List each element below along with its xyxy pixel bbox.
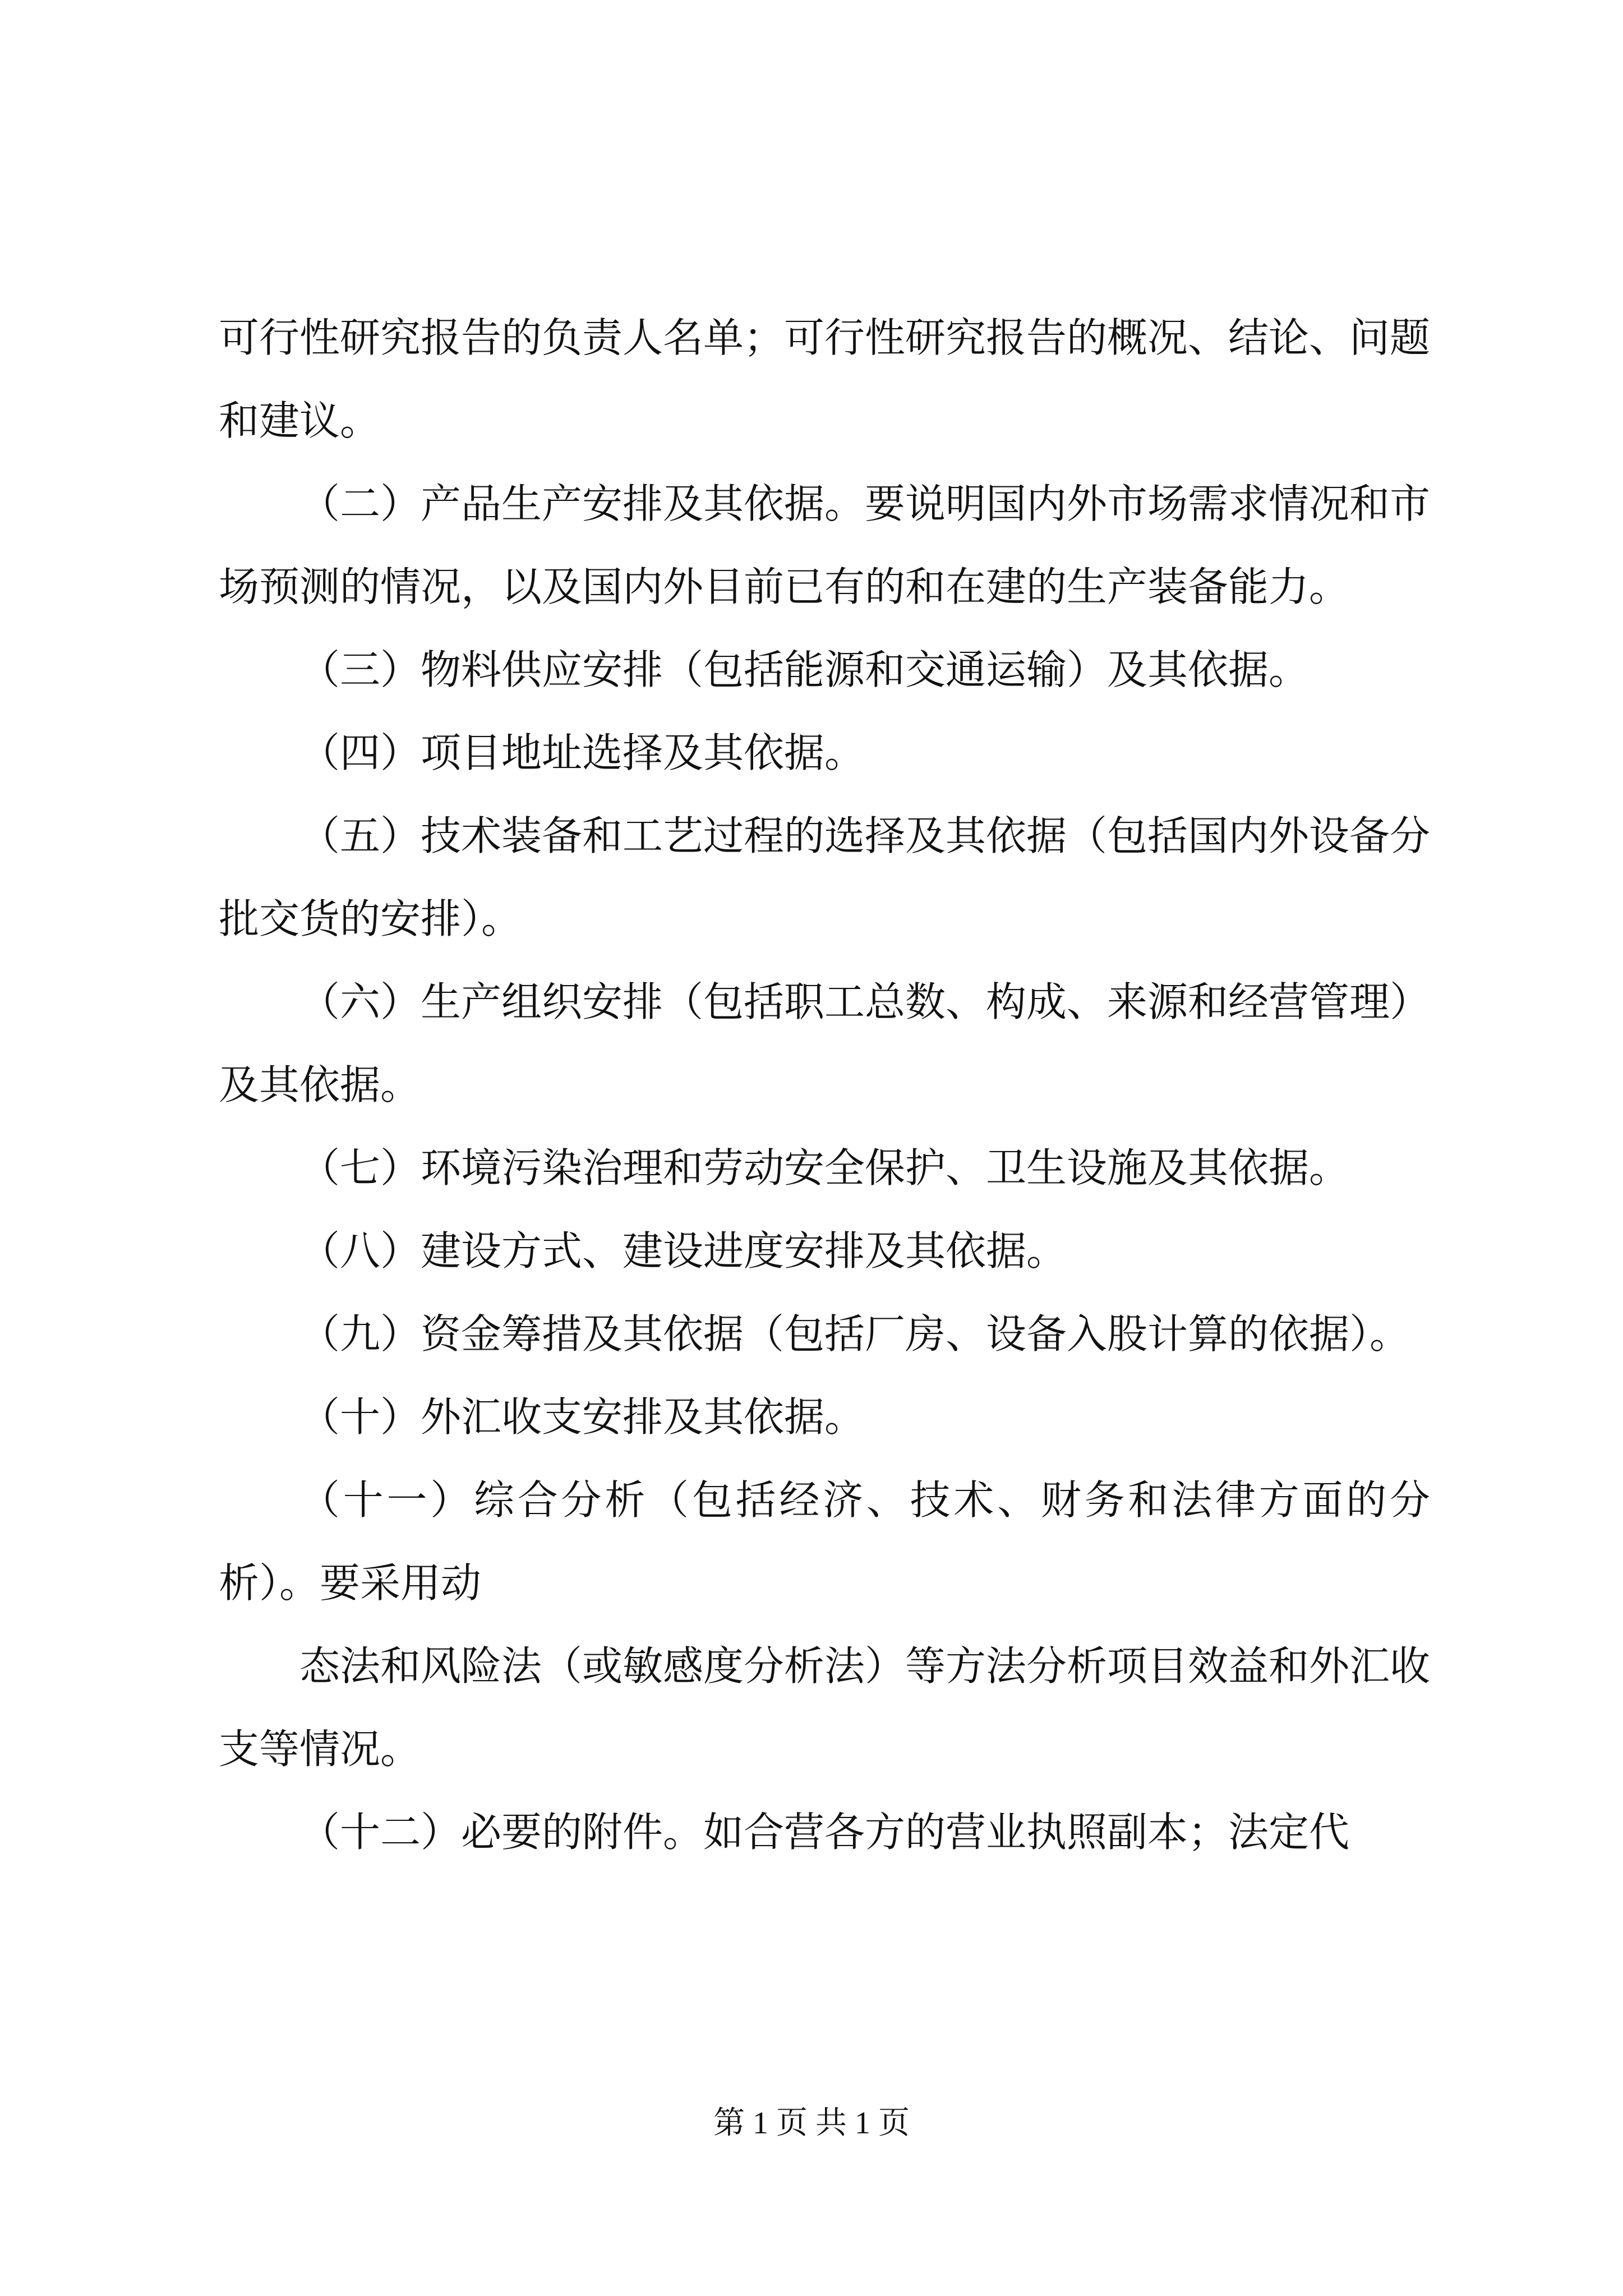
paragraph-item-8-construction: （八）建设方式、建设进度安排及其依据。: [299, 1227, 1067, 1274]
paragraph-item-9-financing: （九）资金筹措及其依据（包括厂房、设备入股计算的依据）。: [299, 1310, 1410, 1358]
paragraph-item-3-materials: （三）物料供应安排（包括能源和交通运输）及其依据。: [299, 646, 1310, 693]
paragraph-item-4-site: （四）项目地址选择及其依据。: [299, 729, 865, 776]
paragraph-item-10-forex: （十）外汇收支安排及其依据。: [299, 1393, 865, 1441]
paragraph-item-6-organization: （六）生产组织安排（包括职工总数、构成、来源和经营管理）及其依据。: [219, 978, 1431, 1108]
paragraph-item-12-attachments: （十二）必要的附件。如合营各方的营业执照副本；法定代: [299, 1809, 1350, 1856]
paragraph-item-11-analysis: （十一）综合分析（包括经济、技术、财务和法律方面的分析）。要采用动: [219, 1476, 1430, 1607]
paragraph-contacts-summary: 可行性研究报告的负责人名单；可行性研究报告的概况、结论、问题和建议。: [219, 314, 1431, 444]
paragraph-item-7-environment: （七）环境污染治理和劳动安全保护、卫生设施及其依据。: [299, 1144, 1350, 1191]
document-body: [219, 296, 1430, 1874]
paragraph-item-11-continued: 态法和风险法（或敏感度分析法）等方法分析项目效益和外汇收支等情况。: [219, 1642, 1431, 1773]
page-number-footer: 第 1 页 共 1 页: [713, 2106, 910, 2141]
paragraph-item-2-production: （二）产品生产安排及其依据。要说明国内外市场需求情况和市场预测的情况，以及国内外目前已有的和在建的生产装备能力。: [219, 480, 1431, 610]
paragraph-item-5-technology: （五）技术装备和工艺过程的选择及其依据（包括国内外设备分批交货的安排）。: [219, 812, 1431, 942]
